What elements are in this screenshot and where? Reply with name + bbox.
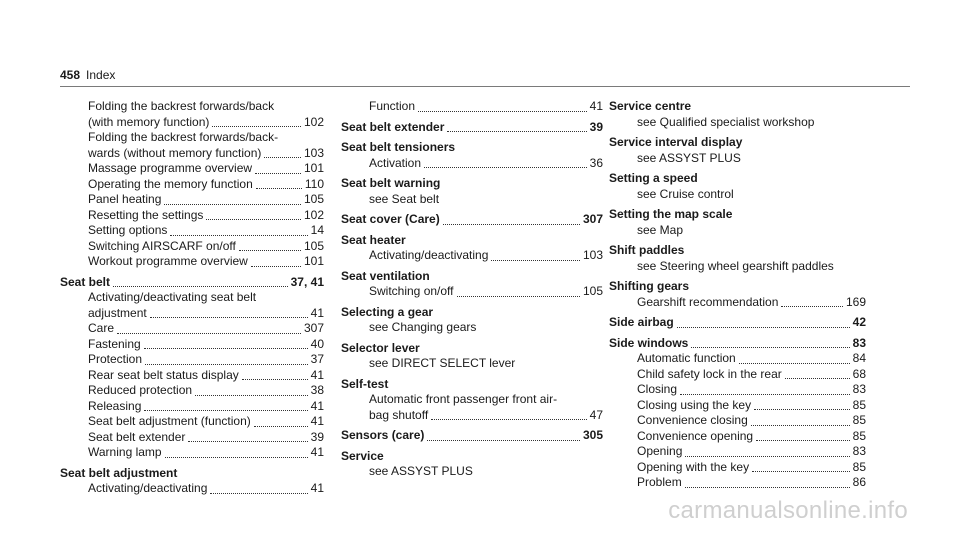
index-entry [609,279,866,295]
entry-text: Seat belt warning [341,176,441,190]
entry-text: Service centre [609,99,692,113]
page-reference[interactable]: 105 [303,238,324,253]
index-entry [341,449,603,465]
index-subentry [609,444,866,460]
section-title: Index [86,68,116,82]
page-reference[interactable]: 110 [304,176,324,191]
index-subentry [60,223,324,239]
leader-dots [739,362,850,364]
entry-text: Side airbag [609,315,674,329]
entry-text: see Cruise control [637,186,734,201]
index-subentry [341,192,603,208]
index-subentry [60,161,324,177]
leader-dots [254,425,308,427]
entry-text: Protection [88,352,143,366]
index-subentry [60,99,324,115]
leader-dots [685,455,849,457]
page-reference[interactable]: 41 [310,481,324,495]
index-entry [60,466,324,482]
leader-dots [170,234,307,236]
index-subentry [341,464,603,480]
entry-text: Releasing [88,398,142,413]
entry-text: see Steering wheel gearshift paddles [637,258,834,273]
index-subentry [60,192,324,208]
index-subentry [60,481,324,497]
page-reference[interactable]: 105 [303,192,324,206]
index-subentry [60,430,324,446]
entry-text: Side windows [609,335,689,350]
page-reference[interactable]: 41 [310,305,324,320]
page-reference[interactable]: 305 [582,428,603,442]
leader-dots [756,439,850,441]
entry-text: Child safety lock in the rear [637,366,782,381]
index-subentry [341,284,603,300]
entry-text: Convenience opening [637,428,754,443]
entry-text: Sensors (care) [341,428,425,442]
leader-dots [144,409,307,411]
entry-text: Service [341,448,384,463]
entry-text: Seat belt tensioners [341,140,456,154]
entry-text: Self-test [341,376,389,391]
leader-dots [206,218,301,220]
entry-text: Folding the backrest forwards/back [88,99,275,113]
index-subentry [341,248,603,264]
index-subentry [341,408,603,424]
index-subentry [60,130,324,146]
page-reference[interactable]: 101 [303,161,324,175]
entry-text: Shifting gears [609,279,690,293]
index-subentry [60,290,324,306]
page-reference[interactable]: 85 [852,413,866,427]
index-subentry [60,368,324,384]
leader-dots [212,125,301,127]
leader-dots [680,393,850,395]
page-reference[interactable]: 39 [310,429,324,444]
entry-text: adjustment [88,305,147,320]
page-reference[interactable]: 41 [310,414,324,428]
entry-text: Closing using the key [637,397,752,412]
entry-text: (with memory function) [88,114,210,129]
entry-text: Seat belt [60,274,111,289]
page-reference[interactable]: 47 [589,407,603,422]
entry-text: Setting options [88,223,168,237]
entry-text: Automatic function [637,351,736,365]
index-subentry [60,445,324,461]
index-subentry [60,383,324,399]
leader-dots [256,187,302,189]
entry-text: Selecting a gear [341,304,434,319]
page-reference[interactable]: 85 [852,397,866,412]
index-subentry [60,414,324,430]
index-subentry [609,367,866,383]
leader-dots [781,305,843,307]
leader-dots [785,377,850,379]
page-reference[interactable]: 42 [852,315,866,329]
index-column-1 [60,99,324,497]
entry-text: see ASSYST PLUS [369,464,473,478]
index-subentry [609,295,866,311]
entry-text: Service interval display [609,135,743,149]
index-entry [341,120,603,136]
leader-dots [264,156,301,158]
leader-dots [751,424,850,426]
page-reference[interactable]: 84 [852,351,866,365]
index-subentry [609,259,866,275]
page-reference[interactable]: 102 [303,114,324,129]
page-reference[interactable]: 103 [303,145,324,160]
leader-dots [427,439,580,441]
entry-text: see DIRECT SELECT lever [369,356,516,370]
index-column-2 [341,99,603,480]
index-subentry [609,115,866,131]
leader-dots [752,470,850,472]
entry-text: Care [88,321,115,335]
index-subentry [60,146,324,162]
page-reference[interactable]: 86 [852,475,866,489]
leader-dots [255,172,301,174]
index-subentry [341,320,603,336]
leader-dots [164,203,301,205]
page-reference[interactable]: 85 [852,428,866,443]
index-entry [341,212,603,228]
index-subentry [609,382,866,398]
index-subentry [60,306,324,322]
leader-dots [117,332,301,334]
page-reference[interactable]: 41 [589,99,603,113]
index-entry [341,428,603,444]
page-reference[interactable]: 41 [310,445,324,459]
index-entry [60,275,324,291]
page-reference[interactable]: 41 [310,367,324,382]
entry-text: Activation [369,155,422,170]
leader-dots [431,418,586,420]
entry-text: Convenience closing [637,413,748,427]
entry-text: bag shutoff [369,407,429,422]
entry-text: Problem [637,475,682,489]
entry-text: wards (without memory function) [88,145,262,160]
index-entry [609,171,866,187]
entry-text: Warning lamp [88,445,162,459]
entry-text: Activating/deactivating seat belt [88,290,257,304]
leader-dots [242,378,308,380]
entry-text: Selector lever [341,340,420,355]
leader-dots [239,249,301,251]
index-subentry [60,239,324,255]
entry-text: see Changing gears [369,320,477,334]
index-subentry [60,352,324,368]
leader-dots [210,492,307,494]
entry-text: Seat belt extender [341,119,445,134]
entry-text: Activating/deactivating [88,481,208,495]
leader-dots [113,285,288,287]
leader-dots [418,110,587,112]
page-reference[interactable]: 37 [310,352,324,366]
entry-text: Seat belt adjustment [60,465,178,480]
entry-text: Seat belt adjustment (function) [88,414,251,428]
index-entry [609,243,866,259]
entry-text: Automatic front passenger front air- [369,392,558,406]
leader-dots [150,316,308,318]
entry-text: Opening with the key [637,459,750,474]
page-reference[interactable]: 85 [852,459,866,474]
leader-dots [491,259,580,261]
entry-text: see Seat belt [369,191,440,206]
page-reference[interactable]: 169 [845,294,866,309]
leader-dots [754,408,850,410]
entry-text: Closing [637,382,678,396]
index-subentry [341,392,603,408]
entry-text: Gearshift recommendation [637,294,779,309]
page-reference[interactable]: 41 [310,398,324,413]
entry-text: see Map [637,222,684,237]
entry-text: Opening [637,444,683,458]
entry-text: Seat belt extender [88,429,186,444]
leader-dots [677,326,850,328]
index-entry [341,269,603,285]
page-reference[interactable]: 101 [303,254,324,268]
entry-text: Fastening [88,336,141,351]
leader-dots [165,456,308,458]
watermark: carmanualsonline.info [668,497,908,524]
index-entry [609,135,866,151]
page-reference[interactable]: 36 [589,155,603,170]
index-subentry [609,413,866,429]
index-entry [609,207,866,223]
entry-text: Reduced protection [88,383,193,397]
index-subentry [341,156,603,172]
page-reference[interactable]: 307 [303,321,324,335]
entry-text: Panel heating [88,192,162,206]
index-subentry [609,398,866,414]
header-divider [60,86,910,87]
index-subentry [60,208,324,224]
entry-text: see Qualified specialist workshop [637,114,815,129]
entry-text: Activating/deactivating [369,248,489,262]
index-entry [341,233,603,249]
leader-dots [195,394,308,396]
index-subentry [60,337,324,353]
leader-dots [144,347,308,349]
index-subentry [609,223,866,239]
leader-dots [457,295,580,297]
page-reference[interactable]: 83 [852,444,866,458]
index-entry [609,336,866,352]
page-reference[interactable]: 105 [582,284,603,298]
index-entry [609,99,866,115]
entry-text: Folding the backrest forwards/back- [88,130,279,144]
index-subentry [341,356,603,372]
page-reference[interactable]: 307 [582,212,603,226]
entry-text: Rear seat belt status display [88,367,239,382]
page-reference[interactable]: 68 [852,366,866,381]
entry-text: Setting the map scale [609,207,733,221]
index-column-3 [609,99,866,491]
index-entry [341,341,603,357]
leader-dots [424,166,587,168]
index-subentry [60,254,324,270]
index-subentry [609,151,866,167]
page-number: 458 [60,68,81,82]
page-reference[interactable]: 102 [303,207,324,222]
page-reference[interactable]: 40 [310,336,324,351]
leader-dots [447,130,586,132]
page-reference[interactable]: 14 [310,223,324,237]
entry-text: Seat ventilation [341,268,430,283]
index-entry [341,377,603,393]
index-subentry [609,351,866,367]
page-reference[interactable]: 103 [582,248,603,262]
index-subentry [60,177,324,193]
entry-text: Seat cover (Care) [341,212,440,226]
index-entry [609,315,866,331]
page-reference[interactable]: 37, 41 [290,274,324,289]
page-reference[interactable]: 38 [310,383,324,397]
leader-dots [251,265,301,267]
entry-text: Massage programme overview [88,161,253,175]
index-subentry [609,475,866,491]
index-subentry [60,321,324,337]
entry-text: Function [369,99,416,113]
entry-text: Shift paddles [609,243,685,257]
index-subentry [609,460,866,476]
index-subentry [609,429,866,445]
entry-text: see ASSYST PLUS [637,150,741,165]
page-reference[interactable]: 83 [852,382,866,396]
index-subentry [60,399,324,415]
index-subentry [341,99,603,115]
index-entry [341,140,603,156]
entry-text: Switching AIRSCARF on/off [88,238,236,253]
entry-text: Resetting the settings [88,207,204,222]
index-entry [341,305,603,321]
page-reference[interactable]: 39 [589,119,603,134]
page-reference[interactable]: 83 [852,335,866,350]
index-entry [341,176,603,192]
leader-dots [188,440,307,442]
index-subentry [60,115,324,131]
entry-text: Workout programme overview [88,254,248,268]
leader-dots [685,486,850,488]
entry-text: Seat heater [341,232,406,247]
leader-dots [443,223,580,225]
index-subentry [609,187,866,203]
leader-dots [691,346,849,348]
page-header [60,68,115,82]
leader-dots [145,363,308,365]
entry-text: Operating the memory function [88,176,253,191]
entry-text: Setting a speed [609,171,698,185]
entry-text: Switching on/off [369,284,454,298]
